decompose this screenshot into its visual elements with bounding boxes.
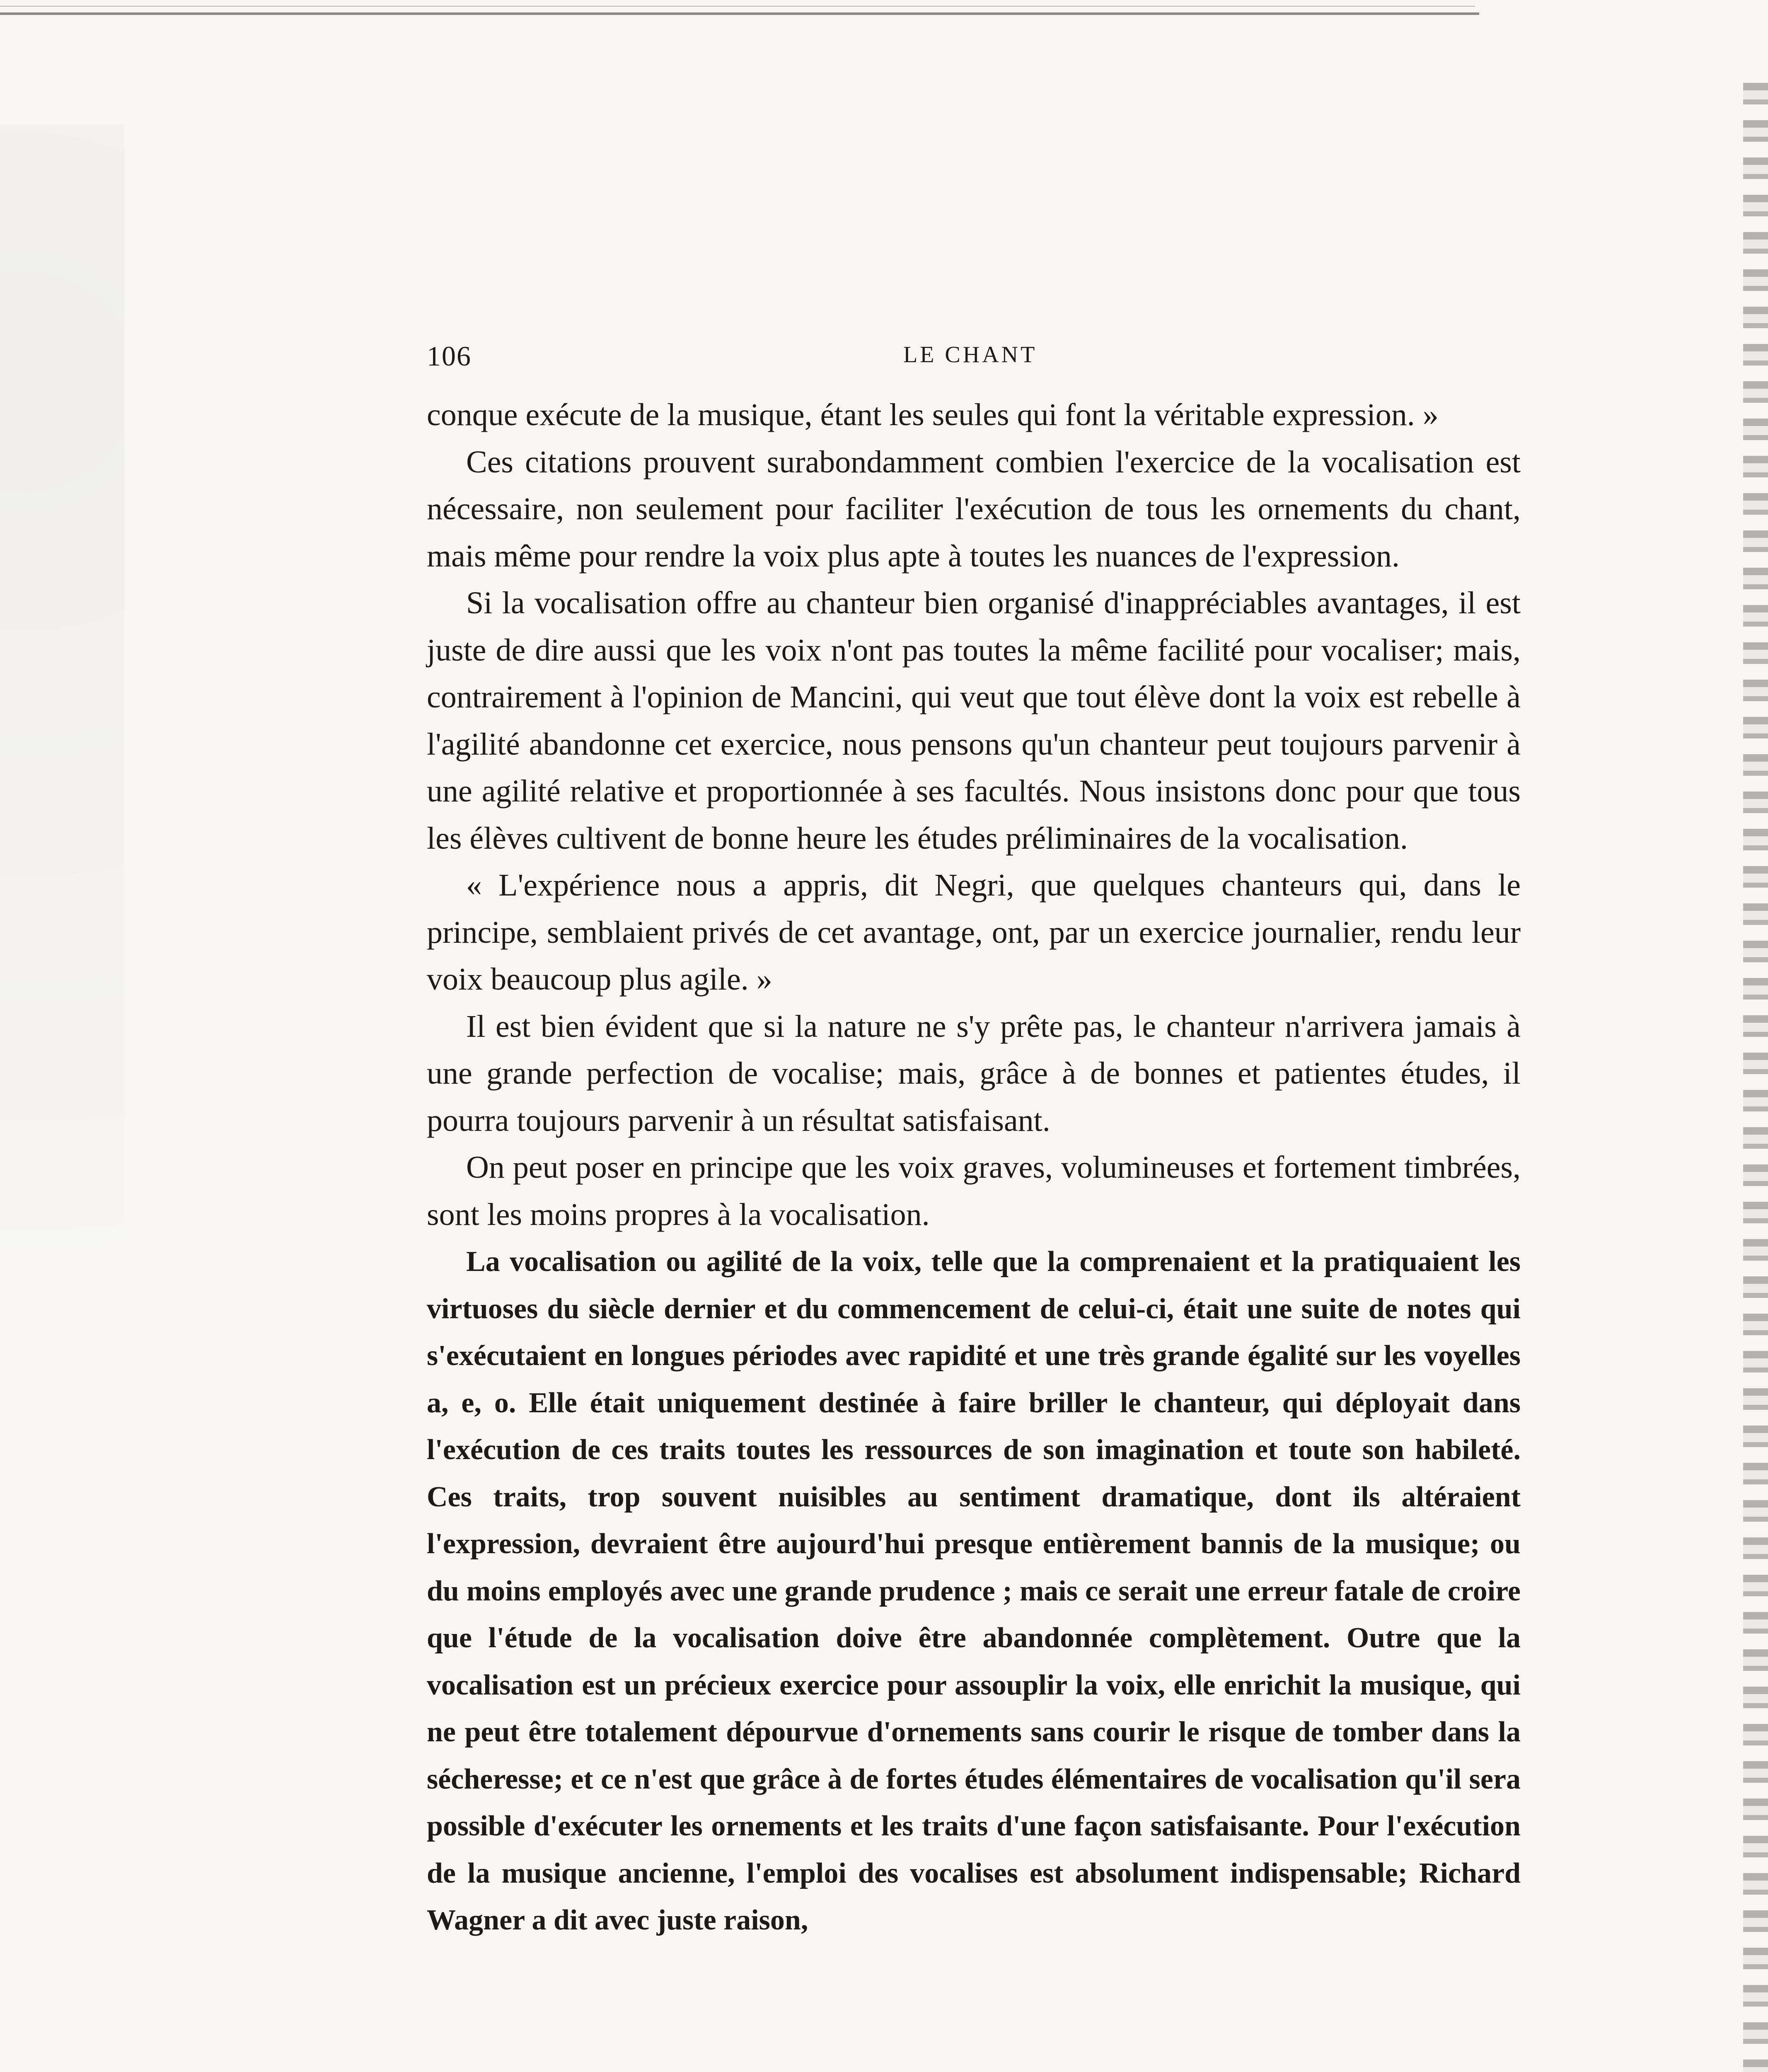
paragraph-4: « L'expérience nous a appris, dit Negri, que quelques chanteurs qui, dans le principe, semblaient privés de cet avantage, ont, par un exercice journalier, rendu leur voix beaucoup plus agile. » — [427, 868, 1521, 997]
page-header — [427, 340, 1521, 377]
paragraph-6: On peut poser en principe que les voix graves, volumineuses et fortement timbrées, sont les moins propres à la vocalisation. — [427, 1150, 1521, 1232]
paragraph-7: La vocalisation ou agilité de la voix, telle que la comprenaient et la pratiquaient les virtuoses du siècle dernier et du commencement de celui-ci, était une suite de notes qui s'exécutaient en longues périodes avec rapidité et une très grande égalité sur les voyelles a, e, o. Elle était uniquement destinée à faire briller le chanteur, qui déployait dans l'exécution de ces traits toutes les ressources de son imagination et toute son habileté. Ces traits, trop souvent nuisibles au sentiment dramatique, dont ils altéraient l'expression, devraient être aujourd'hui presque entièrement bannis de la musique; ou du moins employés avec une grande prudence ; mais ce serait une erreur fatale de croire que l'étude de la vocalisation doive être abandonnée complètement. Outre que la vocalisation est un précieux exercice pour assouplir la voix, elle enrichit la musique, qui ne peut être totalement dépourvue d'ornements sans courir le risque de tomber dans la sécheresse; et ce n'est que grâce à de fortes études élémentaires de vocalisation qu'il sera possible d'exécuter les ornements et les traits d'une façon satisfaisante. Pour l'exécution de la musique ancienne, l'emploi des vocalises est absolument indispensable; Richard Wagner a dit avec juste raison, — [427, 1246, 1521, 1936]
top-border-rule — [0, 12, 1479, 15]
running-title: LE CHANT — [903, 342, 1038, 368]
paragraph-3: Si la vocalisation offre au chanteur bien organisé d'inappréciables avantages, il est juste de dire aussi que les voix n'ont pas toutes la même facilité pour vocaliser; mais, contrairement à l'opinion de Mancini, qui veut que tout élève dont la voix est rebelle à l'agilité abandonne cet exercice, nous pensons qu'un chanteur peut toujours parvenir à une agilité relative et proportionnée à ses facultés. Nous insistons donc pour que tous les élèves cultivent de bonne heure les études préliminaires de la vocalisation. — [427, 586, 1521, 856]
page-number: 106 — [427, 340, 472, 372]
scan-speckle — [0, 124, 124, 2072]
page-body — [427, 392, 1521, 1944]
paragraph-5: Il est bien évident que si la nature ne s'y prête pas, le chanteur n'arrivera jamais à une grande perfection de vocalise; mais, grâce à de bonnes et patientes études, il pourra toujours parvenir à un résultat satisfaisant. — [427, 1009, 1521, 1138]
top-border-thin — [0, 6, 1475, 7]
paragraph-1: conque exécute de la musique, étant les seules qui font la véritable expression. » — [427, 397, 1439, 432]
paragraph-2: Ces citations prouvent surabondamment combien l'exercice de la vocalisation est nécessaire, non seulement pour faciliter l'exécution de tous les ornements du chant, mais même pour rendre la voix plus apte à toutes les nuances de l'expression. — [427, 444, 1521, 574]
scan-edge-artifact — [1743, 83, 1768, 2072]
